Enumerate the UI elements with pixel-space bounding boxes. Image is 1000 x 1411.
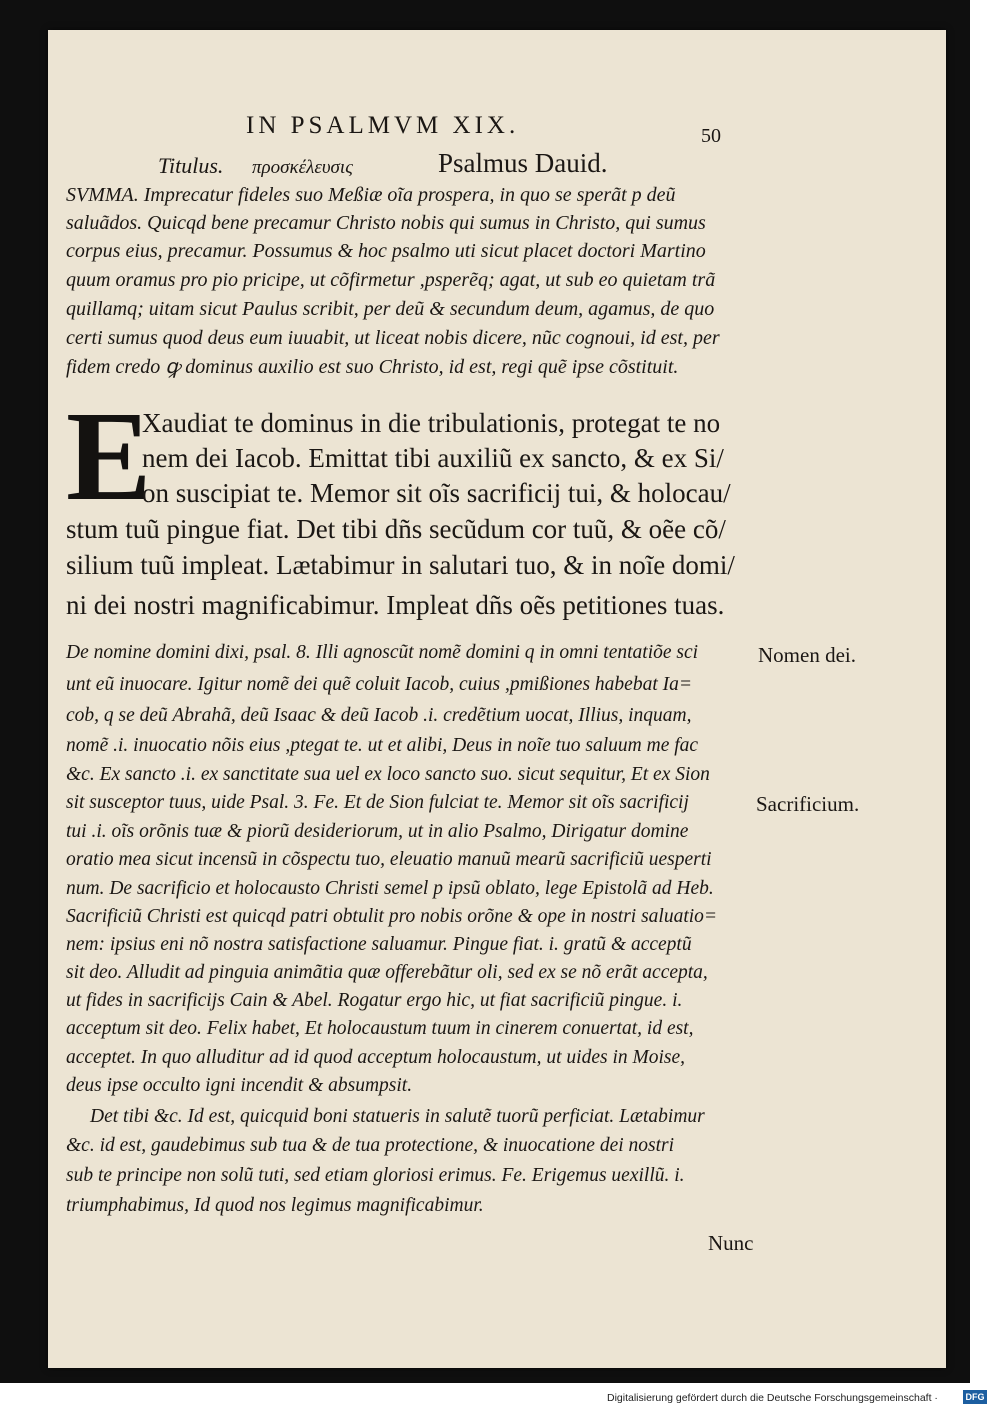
funding-notice: Digitalisierung gefördert durch die Deutsche Forschungsgemeinschaft ·: [607, 1392, 938, 1404]
summa-line: quum oramus pro pio pricipe, ut cõfirmetur ,psperẽq; agat, ut sub eo quietam trã: [66, 269, 716, 291]
running-title: IN PSALMVM XIX.: [246, 112, 520, 139]
dfg-logo: DFG: [963, 1390, 987, 1404]
psalm-line: on suscipiat te. Memor sit oĩs sacrificij tui, & holocau/: [142, 478, 731, 508]
summa-line: fidem credo ꝙ dominus auxilio est suo Christo, id est, regi quẽ ipse cõstituit.: [66, 356, 679, 378]
psalm-line: ni dei nostri magnificabimur. Impleat dñs oẽs petitiones tuas.: [66, 590, 725, 620]
commentary-line: &c. Ex sancto .i. ex sanctitate sua uel ex loco sancto suo. sicut sequitur, Et ex Sion: [66, 764, 710, 785]
commentary-line: acceptet. In quo alluditur ad id quod acceptum holocaustum, ut uides in Moise,: [66, 1047, 686, 1068]
digitization-footer: [0, 1383, 1000, 1411]
psalm-line: silium tuũ impleat. Lætabimur in salutari tuo, & in noĩe domi/: [66, 550, 735, 580]
psalm-line: nem dei Iacob. Emittat tibi auxiliũ ex sancto, & ex Si/: [142, 443, 724, 473]
margin-note: Sacrificium.: [756, 792, 860, 816]
commentary-line: nomẽ .i. inuocatio nõis eius ,ptegat te. ut et alibi, Deus in noĩe tuo saluum me fac: [66, 735, 699, 756]
commentary-line: ut fides in sacrificijs Cain & Abel. Rogatur ergo hic, ut fiat sacrificiũ pingue. i.: [66, 990, 683, 1011]
commentary-line: sit susceptor tuus, uide Psal. 3. Fe. Et de Sion fulciat te. Memor sit oĩs sacrificij: [66, 792, 689, 813]
summa-line: quillamq; uitam sicut Paulus scribit, per deũ & secundum deum, agamus, de quo: [66, 298, 715, 320]
commentary-line: acceptum sit deo. Felix habet, Et holocaustum tuum in cinerem conuertat, id est,: [66, 1018, 694, 1039]
commentary-line: De nomine domini dixi, psal. 8. Illi agnoscũt nomẽ domini q in omni tentatiõe sci: [66, 642, 699, 663]
commentary-line: deus ipse occulto igni incendit & absumpsit.: [66, 1075, 413, 1096]
summa-line: corpus eius, precamur. Possumus & hoc psalmo uti sicut placet doctori Martino: [66, 240, 706, 262]
commentary-line: cob, q se deũ Abrahã, deũ Isaac & deũ Iacob .i. credẽtium uocat, Illius, inquam,: [66, 705, 692, 726]
summa-line: saluãdos. Quicqd bene precamur Christo nobis qui sumus in Christo, qui sumus: [66, 212, 706, 234]
psalm-title: Psalmus Dauid.: [438, 148, 608, 178]
commentary-line: Det tibi &c. Id est, quicquid boni statueris in salutẽ tuorũ perficiat. Lætabimur: [90, 1106, 705, 1127]
commentary-line: &c. id est, gaudebimus sub tua & de tua protectione, & inuocatione dei nostri: [66, 1135, 675, 1156]
commentary-line: nem: ipsius eni nõ nostra satisfactione saluamur. Pingue fiat. i. gratũ & acceptũ: [66, 934, 692, 955]
commentary-line: Sacrificiũ Christi est quicqd patri obtulit pro nobis orõne & ope in nostri saluatio=: [66, 906, 718, 927]
commentary-line: unt eũ inuocare. Igitur nomẽ dei quẽ coluit Iacob, cuius ,pmißiones habebat Ia=: [66, 674, 693, 695]
summa-line: certi sumus quod deus eum iuuabit, ut liceat nobis dicere, nũc cognoui, id est, per: [66, 327, 720, 349]
margin-note: Nomen dei.: [758, 643, 856, 667]
commentary-line: triumphabimus, Id quod nos legimus magnificabimur.: [66, 1195, 484, 1216]
psalm-line: stum tuũ pingue fiat. Det tibi dñs secũdum cor tuũ, & oẽe cõ/: [66, 514, 726, 544]
summa-line: SVMMA. Imprecatur fideles suo Meßiæ oĩa prospera, in quo se sperãt p deũ: [66, 184, 676, 206]
psalm-line: Xaudiat te dominus in die tribulationis, protegat te no: [142, 408, 721, 438]
commentary-line: tui .i. oĩs orõnis tuæ & piorũ desideriorum, ut in alio Psalmo, Dirigatur domine: [66, 821, 689, 842]
decorated-initial: E: [66, 385, 152, 527]
folio-number: 50: [701, 125, 721, 147]
commentary-line: sub te principe non solũ tuti, sed etiam gloriosi erimus. Fe. Erigemus uexillũ. i.: [66, 1165, 685, 1186]
commentary-line: num. De sacrificio et holocausto Christi semel p ipsũ oblato, lege Epistolã ad Heb.: [66, 878, 714, 899]
title-label: Titulus.: [158, 153, 224, 178]
commentary-line: oratio mea sicut incensũ in cõspectu tuo, eleuatio manuũ mearũ sacrificiũ uesperti: [66, 849, 712, 870]
greek-title: προσκέλευσις: [252, 157, 353, 178]
commentary-line: sit deo. Alludit ad pinguia animãtia quæ offerebãtur oli, sed ex se nõ erãt accepta,: [66, 962, 708, 983]
catchword: Nunc: [708, 1231, 754, 1255]
